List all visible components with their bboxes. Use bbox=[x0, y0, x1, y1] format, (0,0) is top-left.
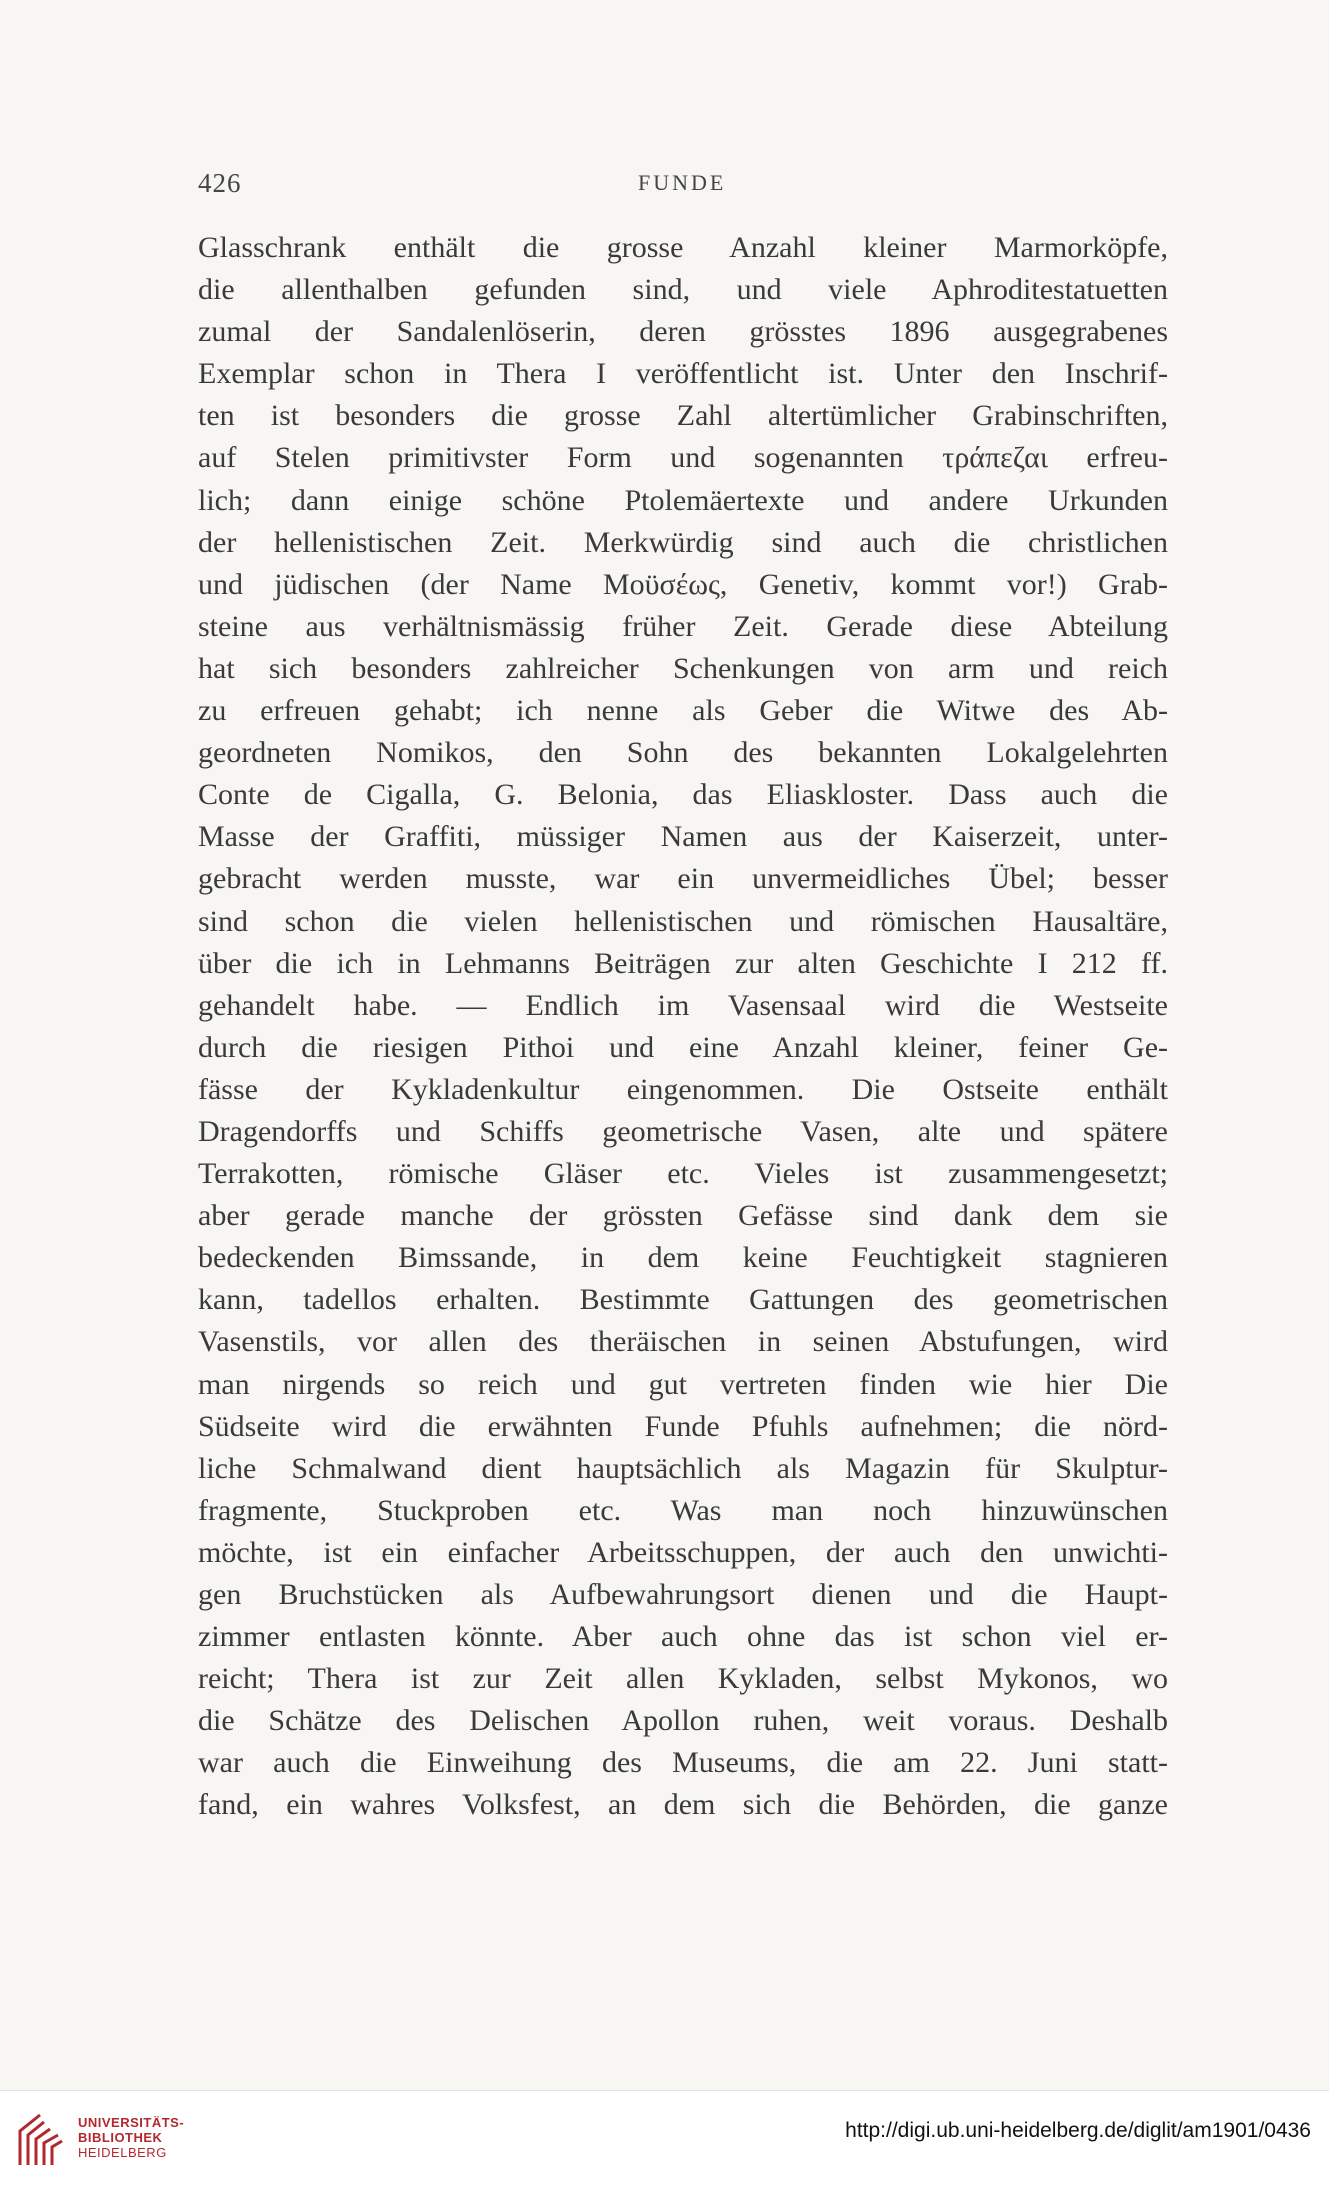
text-line: zimmer entlasten könnte. Aber auch ohne das ist schon viel er- bbox=[198, 1620, 1168, 1654]
text-line: die allenthalben gefunden sind, und viele Aphroditestatuetten bbox=[198, 273, 1168, 307]
text-line: Exemplar schon in Thera I veröffentlicht ist. Unter den Inschrif- bbox=[198, 357, 1168, 391]
page-number: 426 bbox=[198, 168, 242, 198]
text-line: Vasenstils, vor allen des theräischen in seinen Abstufungen, wird bbox=[198, 1325, 1168, 1359]
text-line: Glasschrank enthält die grosse Anzahl kleiner Marmorköpfe, bbox=[198, 231, 1168, 264]
text-line: der hellenistischen Zeit. Merkwürdig sind auch die christlichen bbox=[198, 525, 1168, 559]
text-line: bedeckenden Bimssande, in dem keine Feuchtigkeit stagnieren bbox=[198, 1241, 1168, 1275]
text-line: reicht; Thera ist zur Zeit allen Kykladen, selbst Mykonos, wo bbox=[198, 1662, 1168, 1696]
text-line: möchte, ist ein einfacher Arbeitsschuppen, der auch den unwichti- bbox=[198, 1535, 1168, 1569]
text-line: Südseite wird die erwähnten Funde Pfuhls aufnehmen; die nörd- bbox=[198, 1409, 1168, 1443]
text-line: sind schon die vielen hellenistischen und römischen Hausaltäre, bbox=[198, 904, 1168, 938]
text-line: kann, tadellos erhalten. Bestimmte Gattungen des geometrischen bbox=[198, 1283, 1168, 1317]
text-line: zumal der Sandalenlöserin, deren grösstes 1896 ausgegrabenes bbox=[198, 315, 1168, 349]
text-line: und jüdischen (der Name Μοϋσέως, Genetiv, kommt vor!) Grab- bbox=[198, 567, 1168, 601]
digitization-footer bbox=[0, 2090, 1329, 2187]
text-line: die Schätze des Delischen Apollon ruhen, weit voraus. Deshalb bbox=[198, 1704, 1168, 1738]
text-line: man nirgends so reich und gut vertreten finden wie hier Die bbox=[198, 1367, 1168, 1401]
text-line: fand, ein wahres Volksfest, an dem sich die Behörden, die ganze bbox=[198, 1788, 1168, 1822]
source-url-link[interactable]: http://digi.ub.uni-heidelberg.de/diglit/am1901/0436 bbox=[845, 2119, 1311, 2142]
library-name-line: BIBLIOTHEK bbox=[78, 2130, 163, 2145]
text-line: über die ich in Lehmanns Beiträgen zur alten Geschichte I 212 ff. bbox=[198, 946, 1168, 980]
text-line: war auch die Einweihung des Museums, die am 22. Juni statt- bbox=[198, 1746, 1168, 1780]
text-line: lich; dann einige schöne Ptolemäertexte und andere Urkunden bbox=[198, 483, 1168, 517]
text-line: geordneten Nomikos, den Sohn des bekannten Lokalgelehrten bbox=[198, 736, 1168, 770]
text-line: zu erfreuen gehabt; ich nenne als Geber die Witwe des Ab- bbox=[198, 694, 1168, 728]
library-name-line: UNIVERSITÄTS- bbox=[78, 2115, 185, 2130]
body-text bbox=[198, 227, 1168, 1827]
ub-heidelberg-logo-icon bbox=[14, 2109, 66, 2169]
text-line: gehandelt habe. — Endlich im Vasensaal wird die Westseite bbox=[198, 988, 1168, 1022]
text-line: Conte de Cigalla, G. Belonia, das Eliaskloster. Dass auch die bbox=[198, 778, 1168, 812]
text-line: steine aus verhältnismässig früher Zeit. Gerade diese Abteilung bbox=[198, 609, 1168, 643]
text-line: Dragendorffs und Schiffs geometrische Vasen, alte und spätere bbox=[198, 1114, 1168, 1148]
running-head bbox=[198, 168, 1168, 200]
library-name-line: HEIDELBERG bbox=[78, 2145, 167, 2160]
text-line: gebracht werden musste, war ein unvermeidliches Übel; besser bbox=[198, 862, 1168, 896]
text-line: durch die riesigen Pithoi und eine Anzahl kleiner, feiner Ge- bbox=[198, 1030, 1168, 1064]
running-title: FUNDE bbox=[638, 170, 727, 195]
library-name bbox=[78, 2115, 184, 2160]
text-line: fragmente, Stuckproben etc. Was man noch hinzuwünschen bbox=[198, 1493, 1168, 1527]
text-line: Terrakotten, römische Gläser etc. Vieles ist zusammengesetzt; bbox=[198, 1157, 1168, 1191]
text-line: gen Bruchstücken als Aufbewahrungsort dienen und die Haupt- bbox=[198, 1578, 1168, 1611]
text-line: auf Stelen primitivster Form und sogenannten τράπεζαι erfreu- bbox=[198, 441, 1168, 475]
text-line: ten ist besonders die grosse Zahl altertümlicher Grabinschriften, bbox=[198, 399, 1168, 433]
text-line: hat sich besonders zahlreicher Schenkungen von arm und reich bbox=[198, 651, 1168, 685]
text-line: fässe der Kykladenkultur eingenommen. Die Ostseite enthält bbox=[198, 1072, 1168, 1106]
text-line: Masse der Graffiti, müssiger Namen aus der Kaiserzeit, unter- bbox=[198, 820, 1168, 854]
text-line: liche Schmalwand dient hauptsächlich als Magazin für Skulptur- bbox=[198, 1451, 1168, 1485]
text-line: aber gerade manche der grössten Gefässe sind dank dem sie bbox=[198, 1199, 1168, 1233]
